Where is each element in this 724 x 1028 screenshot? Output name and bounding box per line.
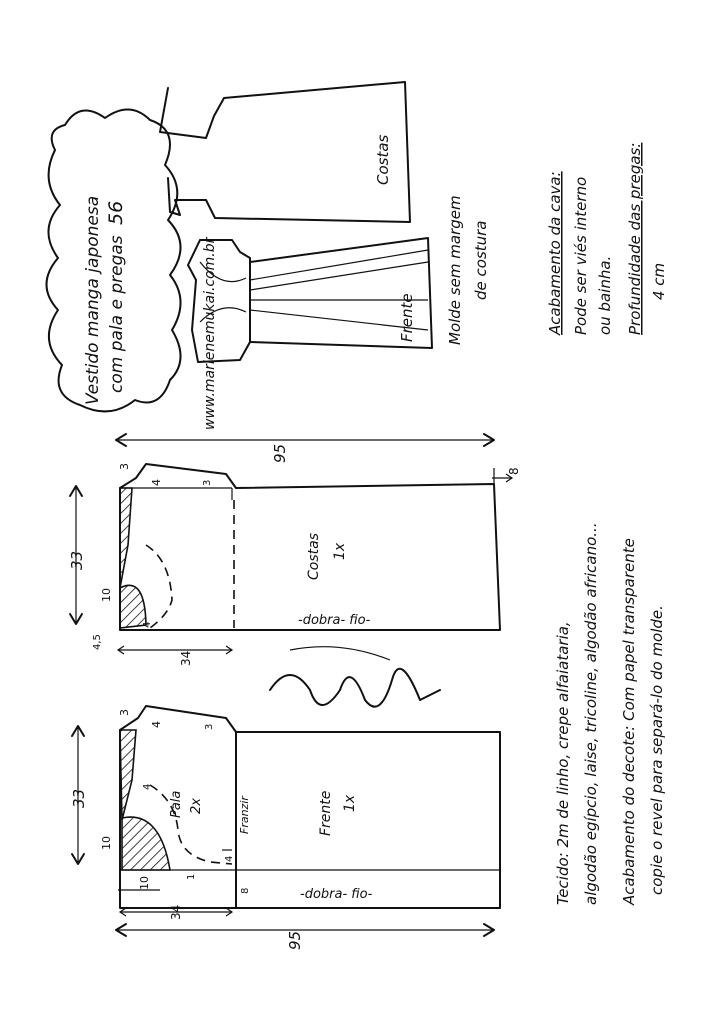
thumbnail-back <box>160 82 410 222</box>
front-neck-width-label: 10 <box>138 876 151 890</box>
gather-label: Franzir <box>238 796 251 834</box>
title-size: 56 <box>105 200 127 225</box>
signature <box>270 647 440 707</box>
back-count: 1x <box>332 542 348 560</box>
back-fold-text: -dobra- fio- <box>298 613 371 628</box>
front-width-bottom: 34 <box>169 904 183 920</box>
seam-note <box>446 195 490 345</box>
front-neck-label: 10 <box>100 836 113 850</box>
back-sleeve-label: 4 <box>150 479 163 486</box>
thumbnail-back-label: Costas <box>374 134 392 185</box>
back-shoulder-label: 3 <box>118 463 131 470</box>
front-width-top: 33 <box>70 788 88 808</box>
back-neck-drop-label: 4,5 <box>92 634 103 650</box>
back-neck-mark-label: 4 <box>142 621 153 628</box>
back-label: Costas <box>306 533 322 580</box>
fabric-line-1: Tecido: 2m de linho, crepe alfaiataria, <box>554 621 572 905</box>
front-length-label: 95 <box>286 930 304 950</box>
front-side-small-label: 3 <box>204 723 215 730</box>
fabric-line-2: algodão egípcio, laise, tricoline, algodão africano... <box>582 522 600 905</box>
front-yoke-mark-label: 4 <box>142 783 153 790</box>
front-step-label: 1 <box>186 873 197 880</box>
fabric-line-3: Acabamento do decote: Com papel transparente <box>620 538 638 905</box>
front-label: Frente <box>318 790 334 836</box>
website-text: www.marlenemukai.com.br <box>202 237 218 430</box>
back-length-label: 95 <box>271 443 289 463</box>
front-mark-label: 4 <box>224 855 235 862</box>
thumbnail-front-label: Frente <box>398 293 416 342</box>
front-pattern <box>70 706 500 950</box>
front-hem-offset-label: 8 <box>240 887 251 894</box>
front-sleeve-label: 4 <box>150 721 163 728</box>
back-pattern <box>68 434 521 666</box>
armhole-title: Acabamento da cava: <box>546 171 564 335</box>
yoke-count: 2x <box>189 798 204 814</box>
fabric-line-4: copie o revel para separá-lo do molde. <box>648 605 666 895</box>
yoke-label: Pala <box>169 790 184 818</box>
front-shoulder-label: 3 <box>118 709 131 716</box>
seam-note-line-2: de costura <box>472 220 490 300</box>
back-side-small-label: 3 <box>202 479 213 486</box>
seam-note-line-1: Molde sem margem <box>446 195 464 345</box>
back-neck-label: 10 <box>100 588 113 602</box>
pleat-value: 4 cm <box>650 262 668 300</box>
thumbnail-front <box>188 238 432 362</box>
armhole-line-1: Pode ser viés interno <box>572 176 590 335</box>
pleat-title: Profundidade das pregas: <box>626 142 644 335</box>
back-width-bottom: 34 <box>179 650 193 666</box>
back-width-top: 33 <box>68 550 86 570</box>
armhole-line-2: ou bainha. <box>596 255 614 335</box>
finishing-notes <box>546 143 668 336</box>
back-hem-flare: 8 <box>507 467 521 475</box>
front-fold-text: -dobra- fio- <box>300 887 373 902</box>
front-count: 1x <box>342 794 358 812</box>
title-line-1: Vestido manga japonesa <box>83 195 103 405</box>
title-bubble <box>47 109 181 411</box>
title-line-2: com pala e pregas <box>107 235 127 393</box>
fabric-notes <box>554 522 666 906</box>
